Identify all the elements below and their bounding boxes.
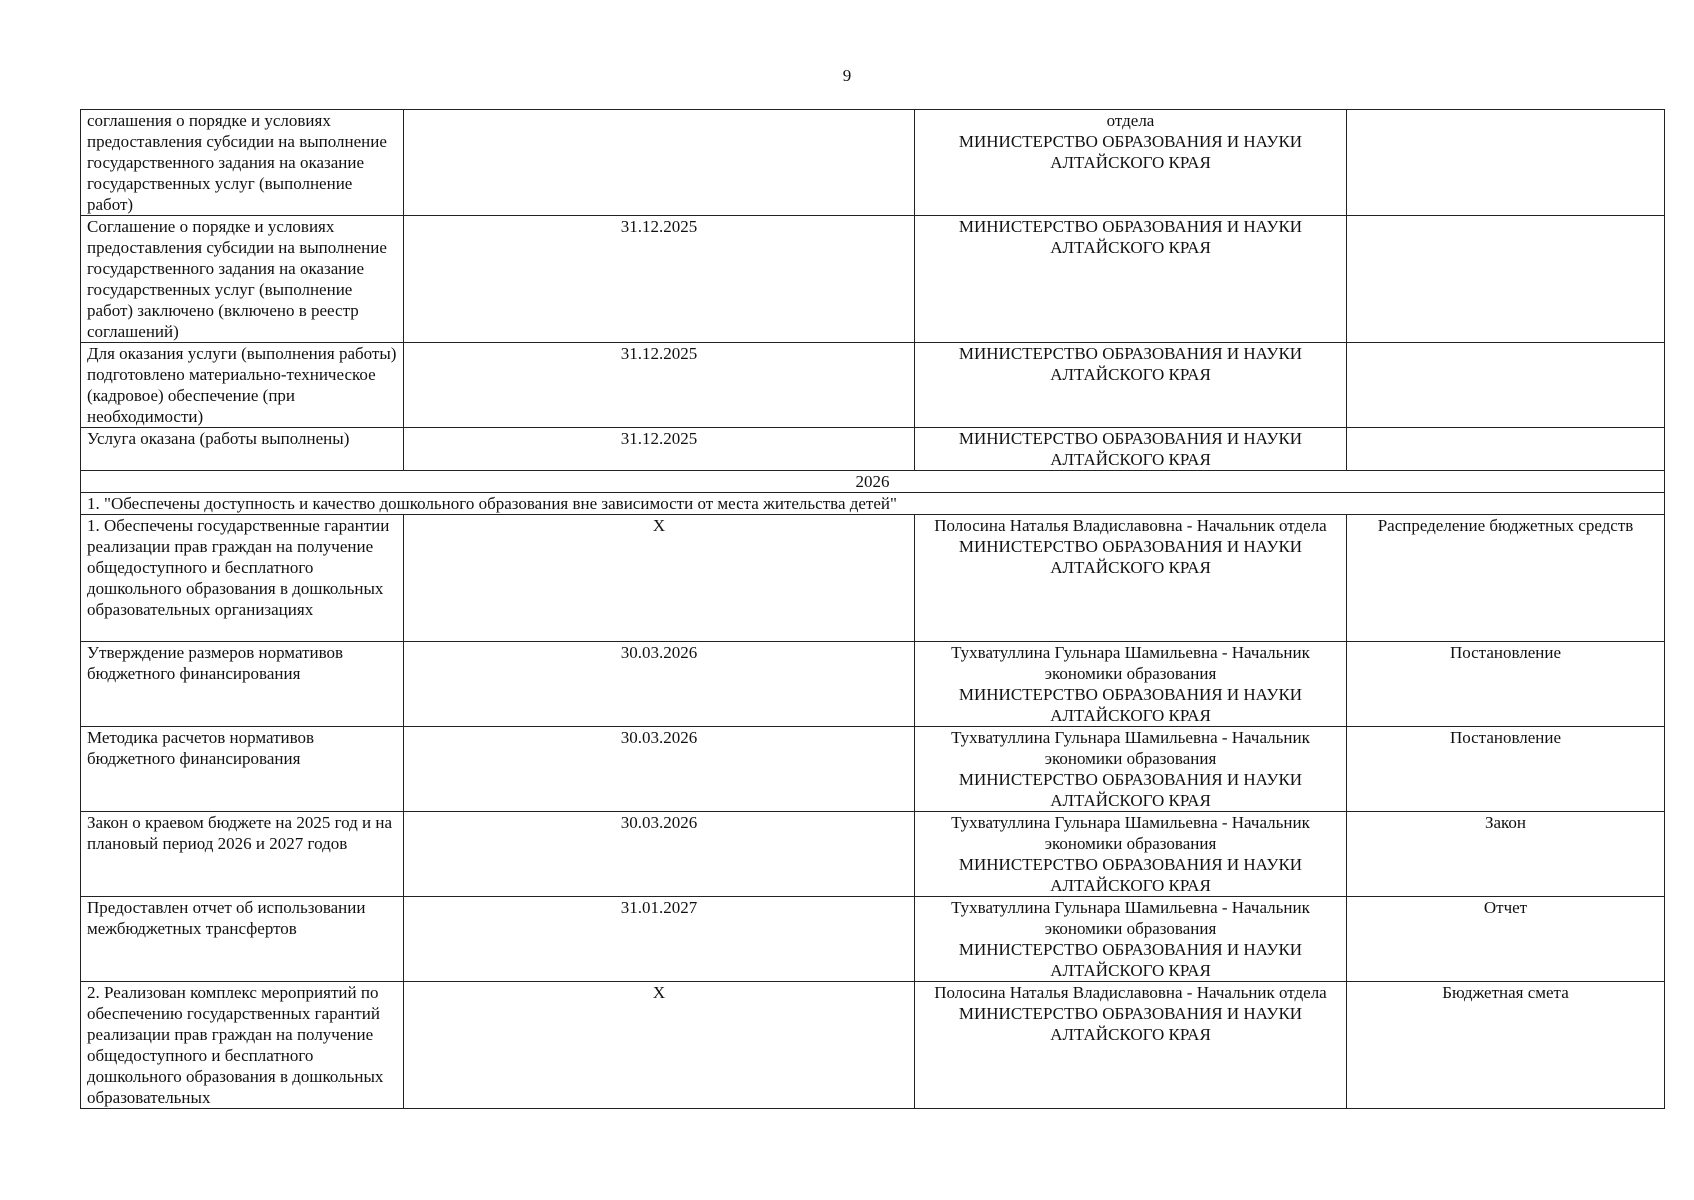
date-cell: X <box>404 982 915 1109</box>
responsible-cell <box>915 110 1347 216</box>
table-row <box>81 515 1665 642</box>
event-cell: Методика расчетов нормативов бюджетного финансирования <box>81 727 404 812</box>
responsible-cell <box>915 642 1347 727</box>
responsible-cell <box>915 515 1347 642</box>
event-cell: 2. Реализован комплекс мероприятий по обеспечению государственных гарантий реализации прав граждан на получение общедоступного и бесплатного дошкольного образования в дошкольных образовательных <box>81 982 404 1109</box>
responsible-cell <box>915 428 1347 471</box>
result-cell: Постановление <box>1347 727 1665 812</box>
responsible-cell <box>915 727 1347 812</box>
result-cell: Закон <box>1347 812 1665 897</box>
table-row <box>81 642 1665 727</box>
date-cell <box>404 110 915 216</box>
section-row <box>81 493 1665 515</box>
date-cell: 30.03.2026 <box>404 642 915 727</box>
table-row <box>81 428 1665 471</box>
responsible-cell <box>915 897 1347 982</box>
responsible-cell <box>915 216 1347 343</box>
section-title: 1. "Обеспечены доступность и качество дошкольного образования вне зависимости от места жительства детей" <box>81 493 1665 515</box>
event-cell: Для оказания услуги (выполнения работы) подготовлено материально-техническое (кадровое) обеспечение (при необходимости) <box>81 343 404 428</box>
result-cell <box>1347 216 1665 343</box>
table-row <box>81 897 1665 982</box>
date-cell: 31.12.2025 <box>404 428 915 471</box>
responsible-person: Полосина Наталья Владиславовна - Начальник отдела <box>934 516 1327 535</box>
result-cell: Постановление <box>1347 642 1665 727</box>
event-cell: 1. Обеспечены государственные гарантии реализации прав граждан на получение общедоступного и бесплатного дошкольного образования в дошкольных образовательных организациях <box>81 515 404 642</box>
responsible-cell <box>915 812 1347 897</box>
date-cell: 31.01.2027 <box>404 897 915 982</box>
responsible-org: МИНИСТЕРСТВО ОБРАЗОВАНИЯ И НАУКИ АЛТАЙСКОГО КРАЯ <box>958 132 1303 172</box>
event-cell: Закон о краевом бюджете на 2025 год и на плановый период 2026 и 2027 годов <box>81 812 404 897</box>
table-row <box>81 343 1665 428</box>
date-cell: 31.12.2025 <box>404 343 915 428</box>
responsible-org: МИНИСТЕРСТВО ОБРАЗОВАНИЯ И НАУКИ АЛТАЙСКОГО КРАЯ <box>958 855 1303 895</box>
date-cell: 31.12.2025 <box>404 216 915 343</box>
responsible-org: МИНИСТЕРСТВО ОБРАЗОВАНИЯ И НАУКИ АЛТАЙСКОГО КРАЯ <box>958 344 1303 384</box>
result-cell <box>1347 110 1665 216</box>
date-cell: 30.03.2026 <box>404 727 915 812</box>
responsible-person: Тухватуллина Гульнара Шамильевна - Начальник экономики образования <box>951 728 1310 768</box>
responsible-org: МИНИСТЕРСТВО ОБРАЗОВАНИЯ И НАУКИ АЛТАЙСКОГО КРАЯ <box>958 537 1303 577</box>
table-row <box>81 216 1665 343</box>
year-label: 2026 <box>81 471 1665 493</box>
event-cell: Соглашение о порядке и условиях предоставления субсидии на выполнение государственного задания на оказание государственных услуг (выполнение работ) заключено (включено в реестр соглашений) <box>81 216 404 343</box>
result-cell: Отчет <box>1347 897 1665 982</box>
event-cell: Утверждение размеров нормативов бюджетного финансирования <box>81 642 404 727</box>
table-row <box>81 982 1665 1109</box>
responsible-org: МИНИСТЕРСТВО ОБРАЗОВАНИЯ И НАУКИ АЛТАЙСКОГО КРАЯ <box>958 1004 1303 1044</box>
responsible-person: Тухватуллина Гульнара Шамильевна - Начальник экономики образования <box>951 643 1310 683</box>
responsible-org: МИНИСТЕРСТВО ОБРАЗОВАНИЯ И НАУКИ АЛТАЙСКОГО КРАЯ <box>958 217 1303 257</box>
responsible-org: МИНИСТЕРСТВО ОБРАЗОВАНИЯ И НАУКИ АЛТАЙСКОГО КРАЯ <box>958 429 1303 469</box>
table-row <box>81 727 1665 812</box>
year-row <box>81 471 1665 493</box>
responsible-person: Тухватуллина Гульнара Шамильевна - Начальник экономики образования <box>951 898 1310 938</box>
table-row <box>81 812 1665 897</box>
plan-table <box>80 109 1665 1109</box>
event-cell: Предоставлен отчет об использовании межбюджетных трансфертов <box>81 897 404 982</box>
result-cell: Распределение бюджетных средств <box>1347 515 1665 642</box>
responsible-person: Полосина Наталья Владиславовна - Начальник отдела <box>934 983 1327 1002</box>
responsible-cell <box>915 343 1347 428</box>
responsible-org: МИНИСТЕРСТВО ОБРАЗОВАНИЯ И НАУКИ АЛТАЙСКОГО КРАЯ <box>958 685 1303 725</box>
result-cell <box>1347 343 1665 428</box>
table-row <box>81 110 1665 216</box>
responsible-person: Тухватуллина Гульнара Шамильевна - Начальник экономики образования <box>951 813 1310 853</box>
date-cell: 30.03.2026 <box>404 812 915 897</box>
date-cell: X <box>404 515 915 642</box>
responsible-org: МИНИСТЕРСТВО ОБРАЗОВАНИЯ И НАУКИ АЛТАЙСКОГО КРАЯ <box>958 770 1303 810</box>
result-cell <box>1347 428 1665 471</box>
responsible-org: МИНИСТЕРСТВО ОБРАЗОВАНИЯ И НАУКИ АЛТАЙСКОГО КРАЯ <box>958 940 1303 980</box>
event-cell: соглашения о порядке и условиях предоставления субсидии на выполнение государственного задания на оказание государственных услуг (выполнение работ) <box>81 110 404 216</box>
responsible-cell <box>915 982 1347 1109</box>
result-cell: Бюджетная смета <box>1347 982 1665 1109</box>
event-cell: Услуга оказана (работы выполнены) <box>81 428 404 471</box>
responsible-person: отдела <box>1106 111 1155 130</box>
page-number: 9 <box>842 66 852 85</box>
